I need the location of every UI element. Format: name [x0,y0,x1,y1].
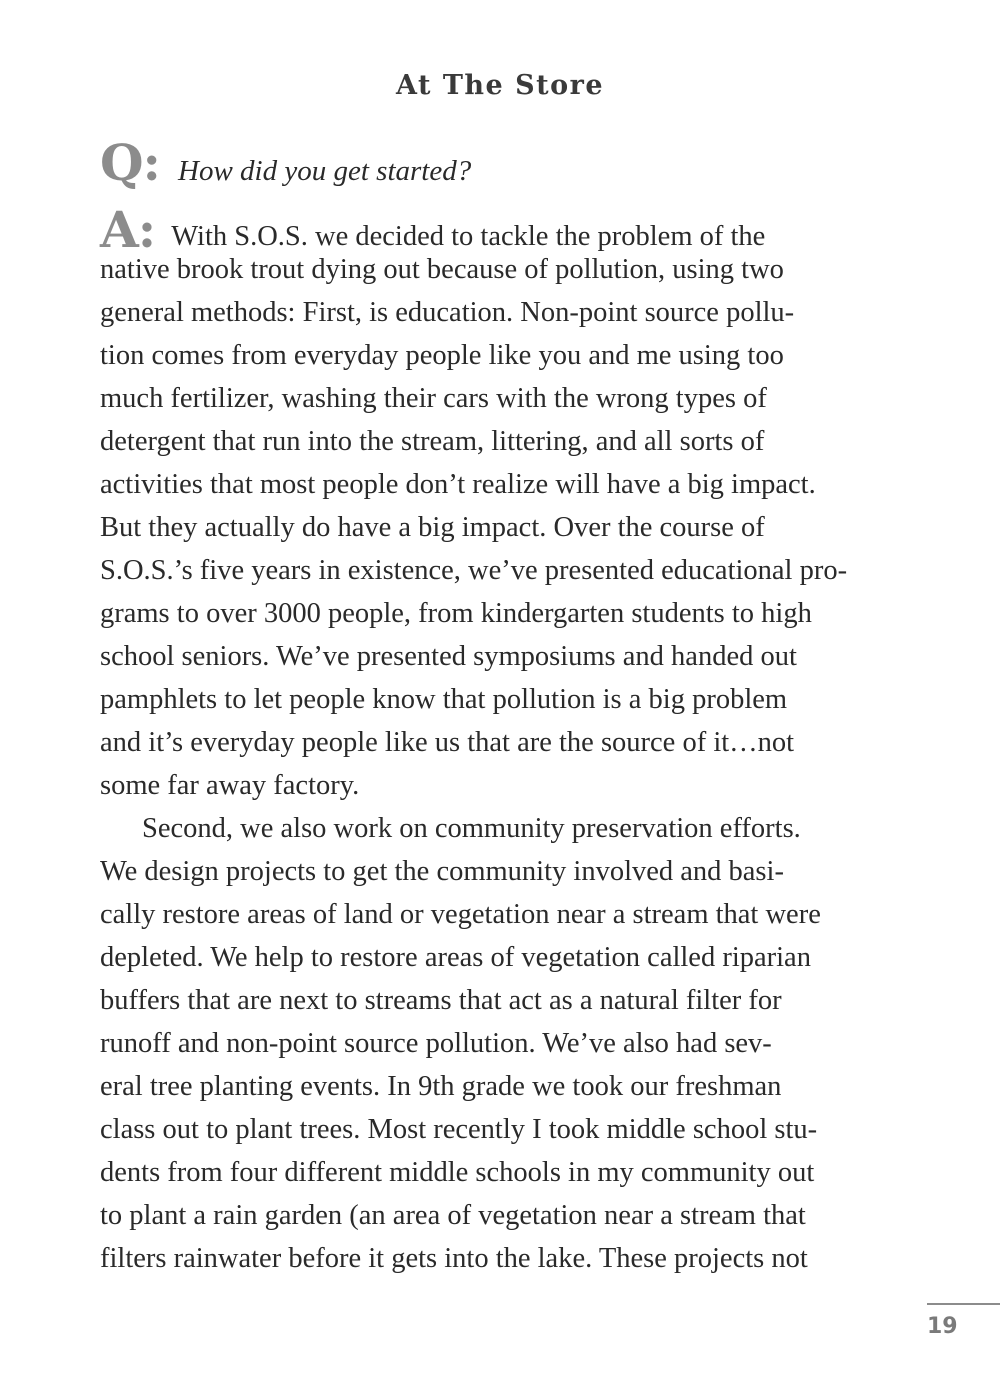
answer-line-text: With S.O.S. we decided to tackle the problem of the [171,221,766,252]
answer-line: and it’s everyday people like us that are the source of it…not [100,727,795,758]
answer-line: school seniors. We’ve presented symposiums and handed out [100,641,797,672]
answer-line: activities that most people don’t realize will have a big impact. [100,469,816,500]
page-number-rule [927,1303,1000,1305]
answer-line [100,200,892,259]
answer-line: native brook trout dying out because of pollution, using two [100,254,784,285]
question-line [100,133,472,192]
running-head: At The Store [395,70,605,101]
answer-line: dents from four different middle schools in my community out [100,1157,815,1188]
answer-line: runoff and non-point source pollution. We’ve also had sev- [100,1028,772,1059]
answer-line: detergent that run into the stream, littering, and all sorts of [100,426,765,457]
answer-line: We design projects to get the community involved and basi- [100,856,784,887]
answer-line: grams to over 3000 people, from kindergarten students to high [100,598,812,629]
answer-line: cally restore areas of land or vegetation near a stream that were [100,899,821,930]
question-marker: Q: [100,133,161,192]
answer-line: some far away factory. [100,770,360,801]
page-number: 19 [927,1314,958,1339]
answer-line: eral tree planting events. In 9th grade we took our freshman [100,1071,782,1102]
answer-line: general methods: First, is education. Non-point source pollu- [100,297,795,328]
answer-line: Second, we also work on community preservation efforts. [142,813,801,844]
answer-line: filters rainwater before it gets into the lake. These projects not [100,1243,808,1274]
question-text: How did you get started? [178,155,472,187]
answer-line: much fertilizer, washing their cars with the wrong types of [100,383,767,414]
answer-line: depleted. We help to restore areas of vegetation called riparian [100,942,811,973]
answer-line: S.O.S.’s five years in existence, we’ve presented educational pro- [100,555,848,586]
answer-line: But they actually do have a big impact. Over the course of [100,512,765,543]
answer-line: tion comes from everyday people like you and me using too [100,340,784,371]
answer-body [100,200,892,1280]
answer-line: class out to plant trees. Most recently I took middle school stu- [100,1114,818,1145]
answer-line: to plant a rain garden (an area of vegetation near a stream that [100,1200,806,1231]
answer-line: pamphlets to let people know that pollution is a big problem [100,684,788,715]
answer-marker: A: [100,200,156,259]
answer-line: buffers that are next to streams that act as a natural filter for [100,985,782,1016]
